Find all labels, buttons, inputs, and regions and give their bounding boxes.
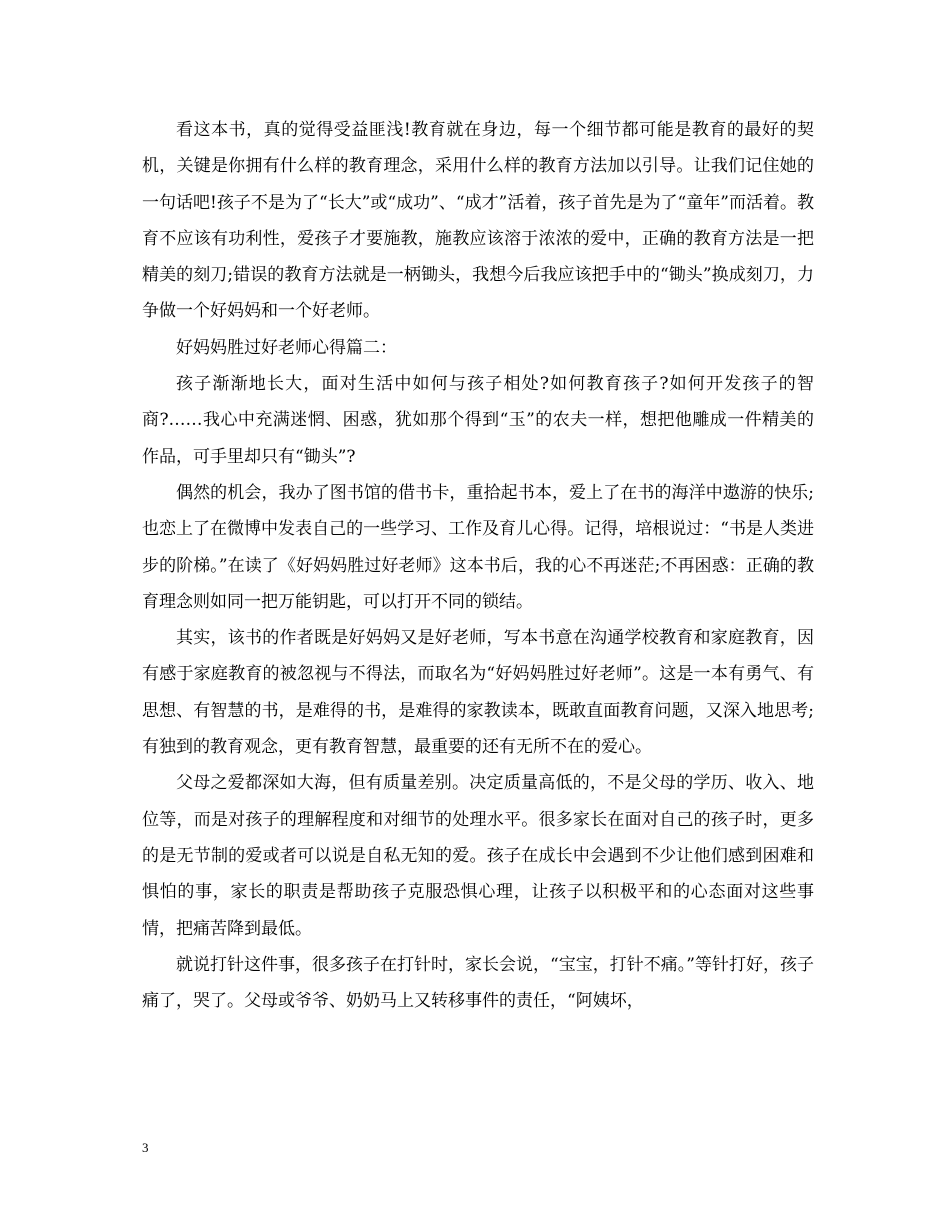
document-body (142, 112, 814, 1019)
paragraph-5: 父母之爱都深如大海，但有质量差别。决定质量高低的，不是父母的学历、收入、地位等，而是对孩子的理解程度和对细节的处理水平。很多家长在面对自己的孩子时，更多的是无节制的爱或者可以说是自私无知的爱。孩子在成长中会遇到不少让他们感到困难和惧怕的事，家长的职责是帮助孩子克服恐惧心理，让孩子以积极平和的心态面对这些事情，把痛苦降到最低。 (142, 773, 814, 939)
paragraph-4: 其实，该书的作者既是好妈妈又是好老师，写本书意在沟通学校教育和家庭教育，因有感于家庭教育的被忽视与不得法，而取名为“好妈妈胜过好老师”。这是一本有勇气、有思想、有智慧的书，是难得的书，是难得的家教读本，既敢直面教育问题，又深入地思考;有独到的教育观念，更有教育智慧，最重要的还有无所不在的爱心。 (142, 628, 814, 758)
paragraph-1: 看这本书，真的觉得受益匪浅!教育就在身边，每一个细节都可能是教育的最好的契机，关键是你拥有什么样的教育理念，采用什么样的教育方法加以引导。让我们记住她的一句话吧!孩子不是为了“长大”或“成功”、“成才”活着，孩子首先是为了“童年”而活着。教育不应该有功利性，爱孩子才要施教，施教应该溶于浓浓的爱中，正确的教育方法是一把精美的刻刀;错误的教育方法就是一柄锄头，我想今后我应该把手中的“锄头”换成刻刀，力争做一个好妈妈和一个好老师。 (142, 120, 814, 322)
paragraph-3: 偶然的机会，我办了图书馆的借书卡，重拾起书本，爱上了在书的海洋中遨游的快乐;也恋上了在微博中发表自己的一些学习、工作及育儿心得。记得，培根说过：“书是人类进步的阶梯。”在读了《好妈妈胜过好老师》这本书后，我的心不再迷茫;不再困惑：正确的教育理念则如同一把万能钥匙，可以打开不同的锁结。 (142, 482, 814, 612)
page-number: 3 (142, 1140, 149, 1155)
paragraph-6: 就说打针这件事，很多孩子在打针时，家长会说，“宝宝，打针不痛。”等针打好，孩子痛了，哭了。父母或爷爷、奶奶马上又转移事件的责任，“阿姨坏， (142, 954, 814, 1012)
paragraph-2: 孩子渐渐地长大，面对生活中如何与孩子相处?如何教育孩子?如何开发孩子的智商?……我心中充满迷惘、困惑，犹如那个得到“玉”的农夫一样，想把他雕成一件精美的作品，可手里却只有“锄头”? (142, 374, 814, 467)
section-heading: 好妈妈胜过好老师心得篇二： (176, 337, 397, 358)
